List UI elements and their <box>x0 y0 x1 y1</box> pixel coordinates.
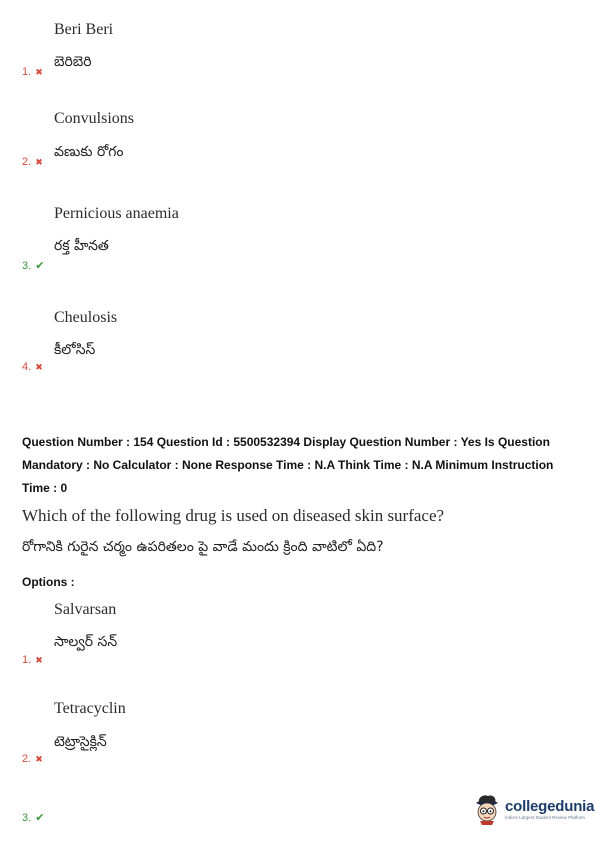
option-english: Convulsions <box>54 110 135 127</box>
option-telugu: రక్త హీనత <box>54 238 109 254</box>
option-english: Pernicious anaemia <box>54 205 179 222</box>
question-meta: Question Number : 154 Question Id : 5500532394 Display Question Number : Yes Is Question Mandatory : No Calculator : None Response Time : N.A Think Time : N.A Minimum Instruction Time : 0 <box>22 435 554 495</box>
wrong-mark-icon: ✖ <box>35 755 43 765</box>
option-number: 3. <box>22 260 32 272</box>
options-label: Options : <box>22 575 75 589</box>
option-telugu: సాల్వర్ సన్ <box>54 634 118 650</box>
mascot-icon <box>472 793 502 825</box>
correct-mark-icon: ✔ <box>35 259 45 272</box>
option-english: Cheulosis <box>54 309 118 326</box>
option-number: 4. <box>22 361 32 373</box>
option-number: 1. <box>22 654 32 666</box>
option-number-row <box>22 254 44 273</box>
option-number-row <box>22 355 43 374</box>
question-english: Which of the following drug is used on diseased skin surface? <box>22 506 445 525</box>
question-telugu: రోగానికి గురైన చర్మం ఉపరితలం పై వాడే మందు క్రింది వాటిలో ఏది? <box>22 539 384 555</box>
option-number: 2. <box>22 156 32 168</box>
collegedunia-logo <box>472 793 594 825</box>
option-number-row <box>22 806 44 825</box>
option-number: 3. <box>22 812 32 824</box>
correct-mark-icon: ✔ <box>35 811 45 824</box>
option-english: Salvarsan <box>54 601 117 618</box>
logo-brand: collegedunia <box>505 798 595 815</box>
option-telugu: టెట్రాసైక్లిన్ <box>54 734 107 750</box>
option-number: 1. <box>22 66 32 78</box>
option-telugu: బెరిబెరి <box>54 54 92 70</box>
wrong-mark-icon: ✖ <box>35 656 43 666</box>
option-number-row <box>22 60 43 79</box>
option-number-row <box>22 150 43 169</box>
logo-tagline: India's Largest Student Review Platform <box>505 815 585 820</box>
wrong-mark-icon: ✖ <box>35 363 43 373</box>
option-telugu: కీలోసిస్ <box>54 342 96 358</box>
option-english: Tetracyclin <box>54 700 126 717</box>
option-telugu: వణుకు రోగం <box>54 144 124 160</box>
option-number-row <box>22 648 43 667</box>
wrong-mark-icon: ✖ <box>35 158 43 168</box>
option-number-row <box>22 747 43 766</box>
wrong-mark-icon: ✖ <box>35 68 43 78</box>
option-number: 2. <box>22 753 32 765</box>
option-english: Beri Beri <box>54 21 114 38</box>
